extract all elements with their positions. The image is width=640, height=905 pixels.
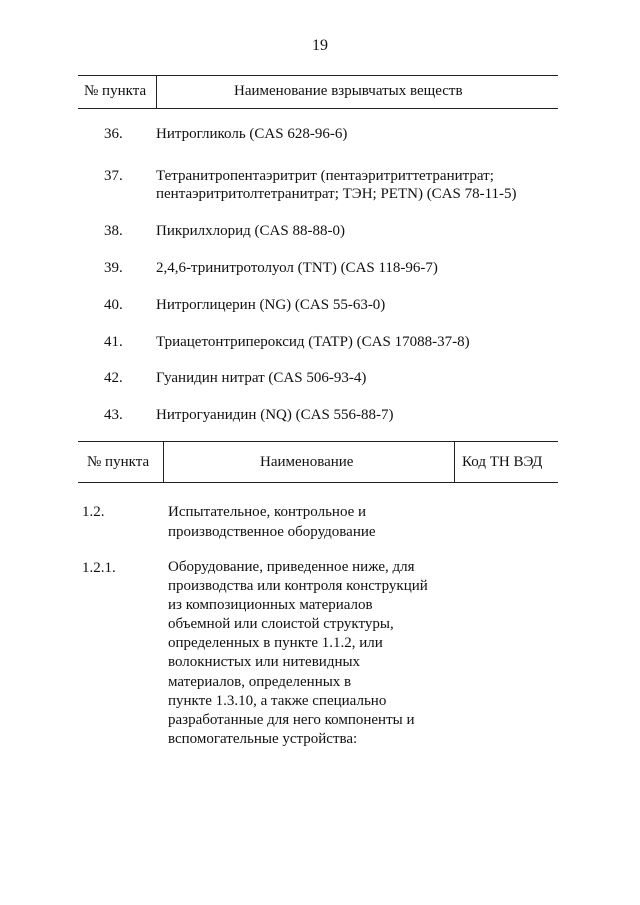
item-name-line: пункте 1.3.10, а также специально [168, 692, 387, 709]
item-name: Нитрогликоль (CAS 628-96-6) [156, 126, 348, 142]
item-name-line: производственное оборудование [168, 524, 376, 540]
item-number: 41. [104, 334, 123, 350]
item-name: Гуанидин нитрат (CAS 506-93-4) [156, 370, 367, 386]
table2-header-code: Код ТН ВЭД [462, 454, 543, 470]
item-name [168, 558, 468, 749]
item-number: 42. [104, 370, 123, 386]
item-number: 38. [104, 223, 123, 239]
item-name-line: из композиционных материалов [168, 597, 373, 614]
item-number: 1.2. [82, 504, 105, 520]
table1-column-divider [156, 75, 157, 109]
item-number: 36. [104, 126, 123, 142]
table2-header-bottom-rule [78, 482, 558, 483]
item-name: Триацетонтрипероксид (TATP) (CAS 17088-37-8) [156, 334, 470, 350]
item-name: 2,4,6-тринитротолуол (TNT) (CAS 118-96-7) [156, 260, 438, 276]
item-name: Тетранитропентаэритрит (пентаэритриттетранитрат; [156, 168, 494, 184]
item-name-line: производства или контроля конструкций [168, 578, 428, 595]
item-name: Пикрилхлорид (CAS 88-88-0) [156, 223, 345, 239]
item-name-line: материалов, определенных в [168, 673, 352, 690]
item-name-line: объемной или слоистой структуры, [168, 616, 394, 633]
page-number: 19 [312, 37, 328, 54]
table2-top-rule [78, 441, 558, 442]
item-number: 43. [104, 407, 123, 423]
item-name: Нитроглицерин (NG) (CAS 55-63-0) [156, 297, 386, 313]
table2-column-divider-2 [454, 441, 455, 483]
table1-top-rule [78, 75, 558, 76]
table1-header-number: № пункта [84, 83, 147, 99]
table1-header-bottom-rule [78, 108, 558, 109]
table2-header-name: Наименование [260, 454, 354, 470]
item-name-line: волокнистых или нитевидных [168, 654, 361, 671]
item-number: 39. [104, 260, 123, 276]
item-number: 1.2.1. [82, 560, 116, 576]
item-name [168, 502, 468, 542]
table2-column-divider-1 [163, 441, 164, 483]
item-name-continuation: пентаэритритолтетранитрат; ТЭН; PETN) (CAS 78-11-5) [156, 186, 517, 202]
item-name-line: вспомогательные устройства: [168, 730, 358, 747]
item-name-line: Испытательное, контрольное и [168, 504, 367, 520]
item-number: 40. [104, 297, 123, 313]
item-name-line: разработанные для него компоненты и [168, 711, 415, 728]
item-name-line: определенных в пункте 1.1.2, или [168, 635, 383, 652]
item-number: 37. [104, 168, 123, 184]
table1-header-name: Наименование взрывчатых веществ [234, 83, 463, 99]
item-name-line: Оборудование, приведенное ниже, для [168, 559, 415, 575]
item-name: Нитрогуанидин (NQ) (CAS 556-88-7) [156, 407, 394, 423]
table2-header-number: № пункта [87, 454, 150, 470]
